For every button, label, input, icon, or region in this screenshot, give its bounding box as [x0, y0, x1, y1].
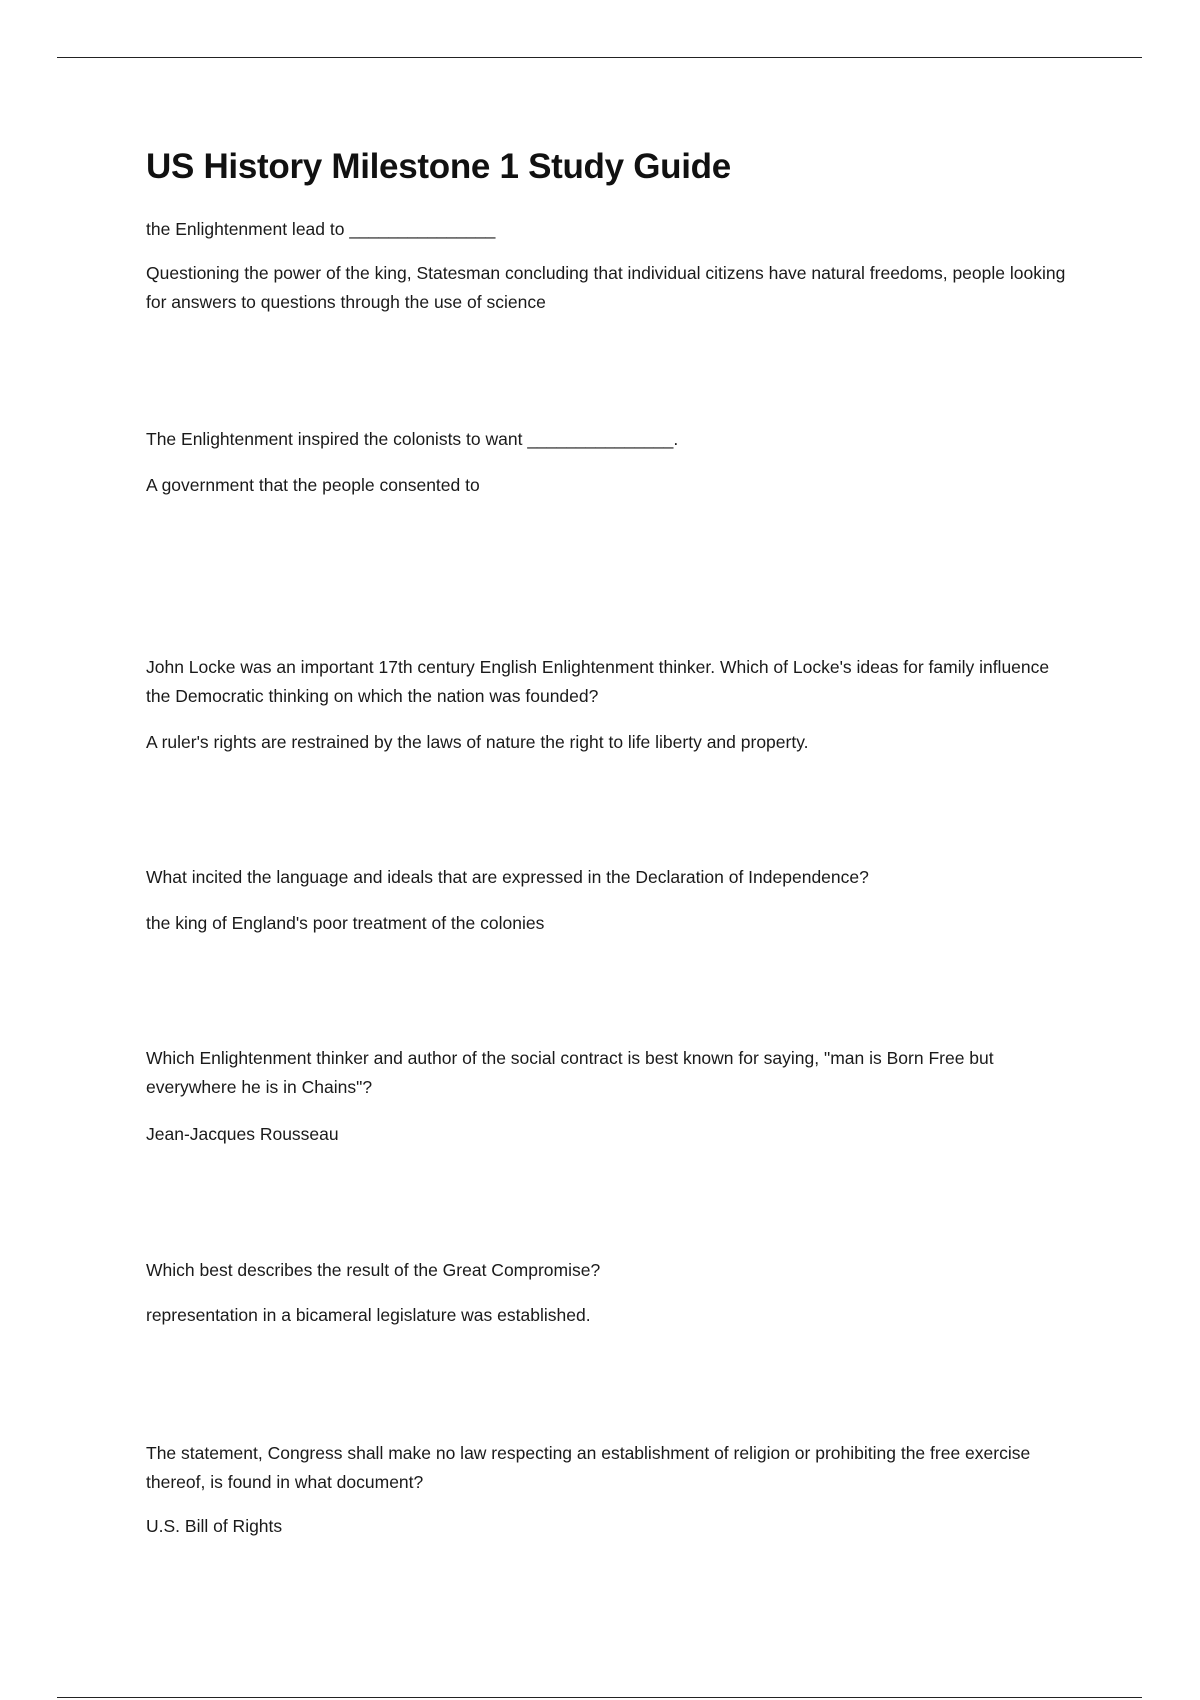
answer-1: Questioning the power of the king, Statesman concluding that individual citizens have natural freedoms, people looking for answers to questions through the use of science: [146, 263, 1066, 312]
question-1: the Enlightenment lead to _______________: [146, 219, 496, 239]
answer-3: A ruler's rights are restrained by the laws of nature the right to life liberty and property.: [146, 732, 809, 752]
question-5: Which Enlightenment thinker and author of the social contract is best known for saying, "man is Born Free but everywhere he is in Chains"?: [146, 1048, 994, 1097]
answer-5: Jean-Jacques Rousseau: [146, 1124, 339, 1144]
answer-7: U.S. Bill of Rights: [146, 1516, 283, 1536]
question-3: John Locke was an important 17th century English Enlightenment thinker. Which of Locke's ideas for family influence the Democratic thinking on which the nation was founded?: [146, 657, 1050, 706]
answer-2: A government that the people consented to: [146, 475, 480, 495]
question-2: The Enlightenment inspired the colonists to want _______________.: [146, 429, 679, 449]
question-4: What incited the language and ideals that are expressed in the Declaration of Independence?: [146, 867, 869, 887]
top-divider: [57, 57, 1142, 58]
page-title: US History Milestone 1 Study Guide: [146, 147, 731, 186]
answer-4: the king of England's poor treatment of the colonies: [146, 913, 545, 933]
question-6: Which best describes the result of the Great Compromise?: [146, 1260, 601, 1280]
bottom-divider: [57, 1697, 1142, 1698]
answer-6: representation in a bicameral legislature was established.: [146, 1305, 591, 1325]
question-7: The statement, Congress shall make no law respecting an establishment of religion or prohibiting the free exercise thereof, is found in what document?: [146, 1443, 1031, 1492]
